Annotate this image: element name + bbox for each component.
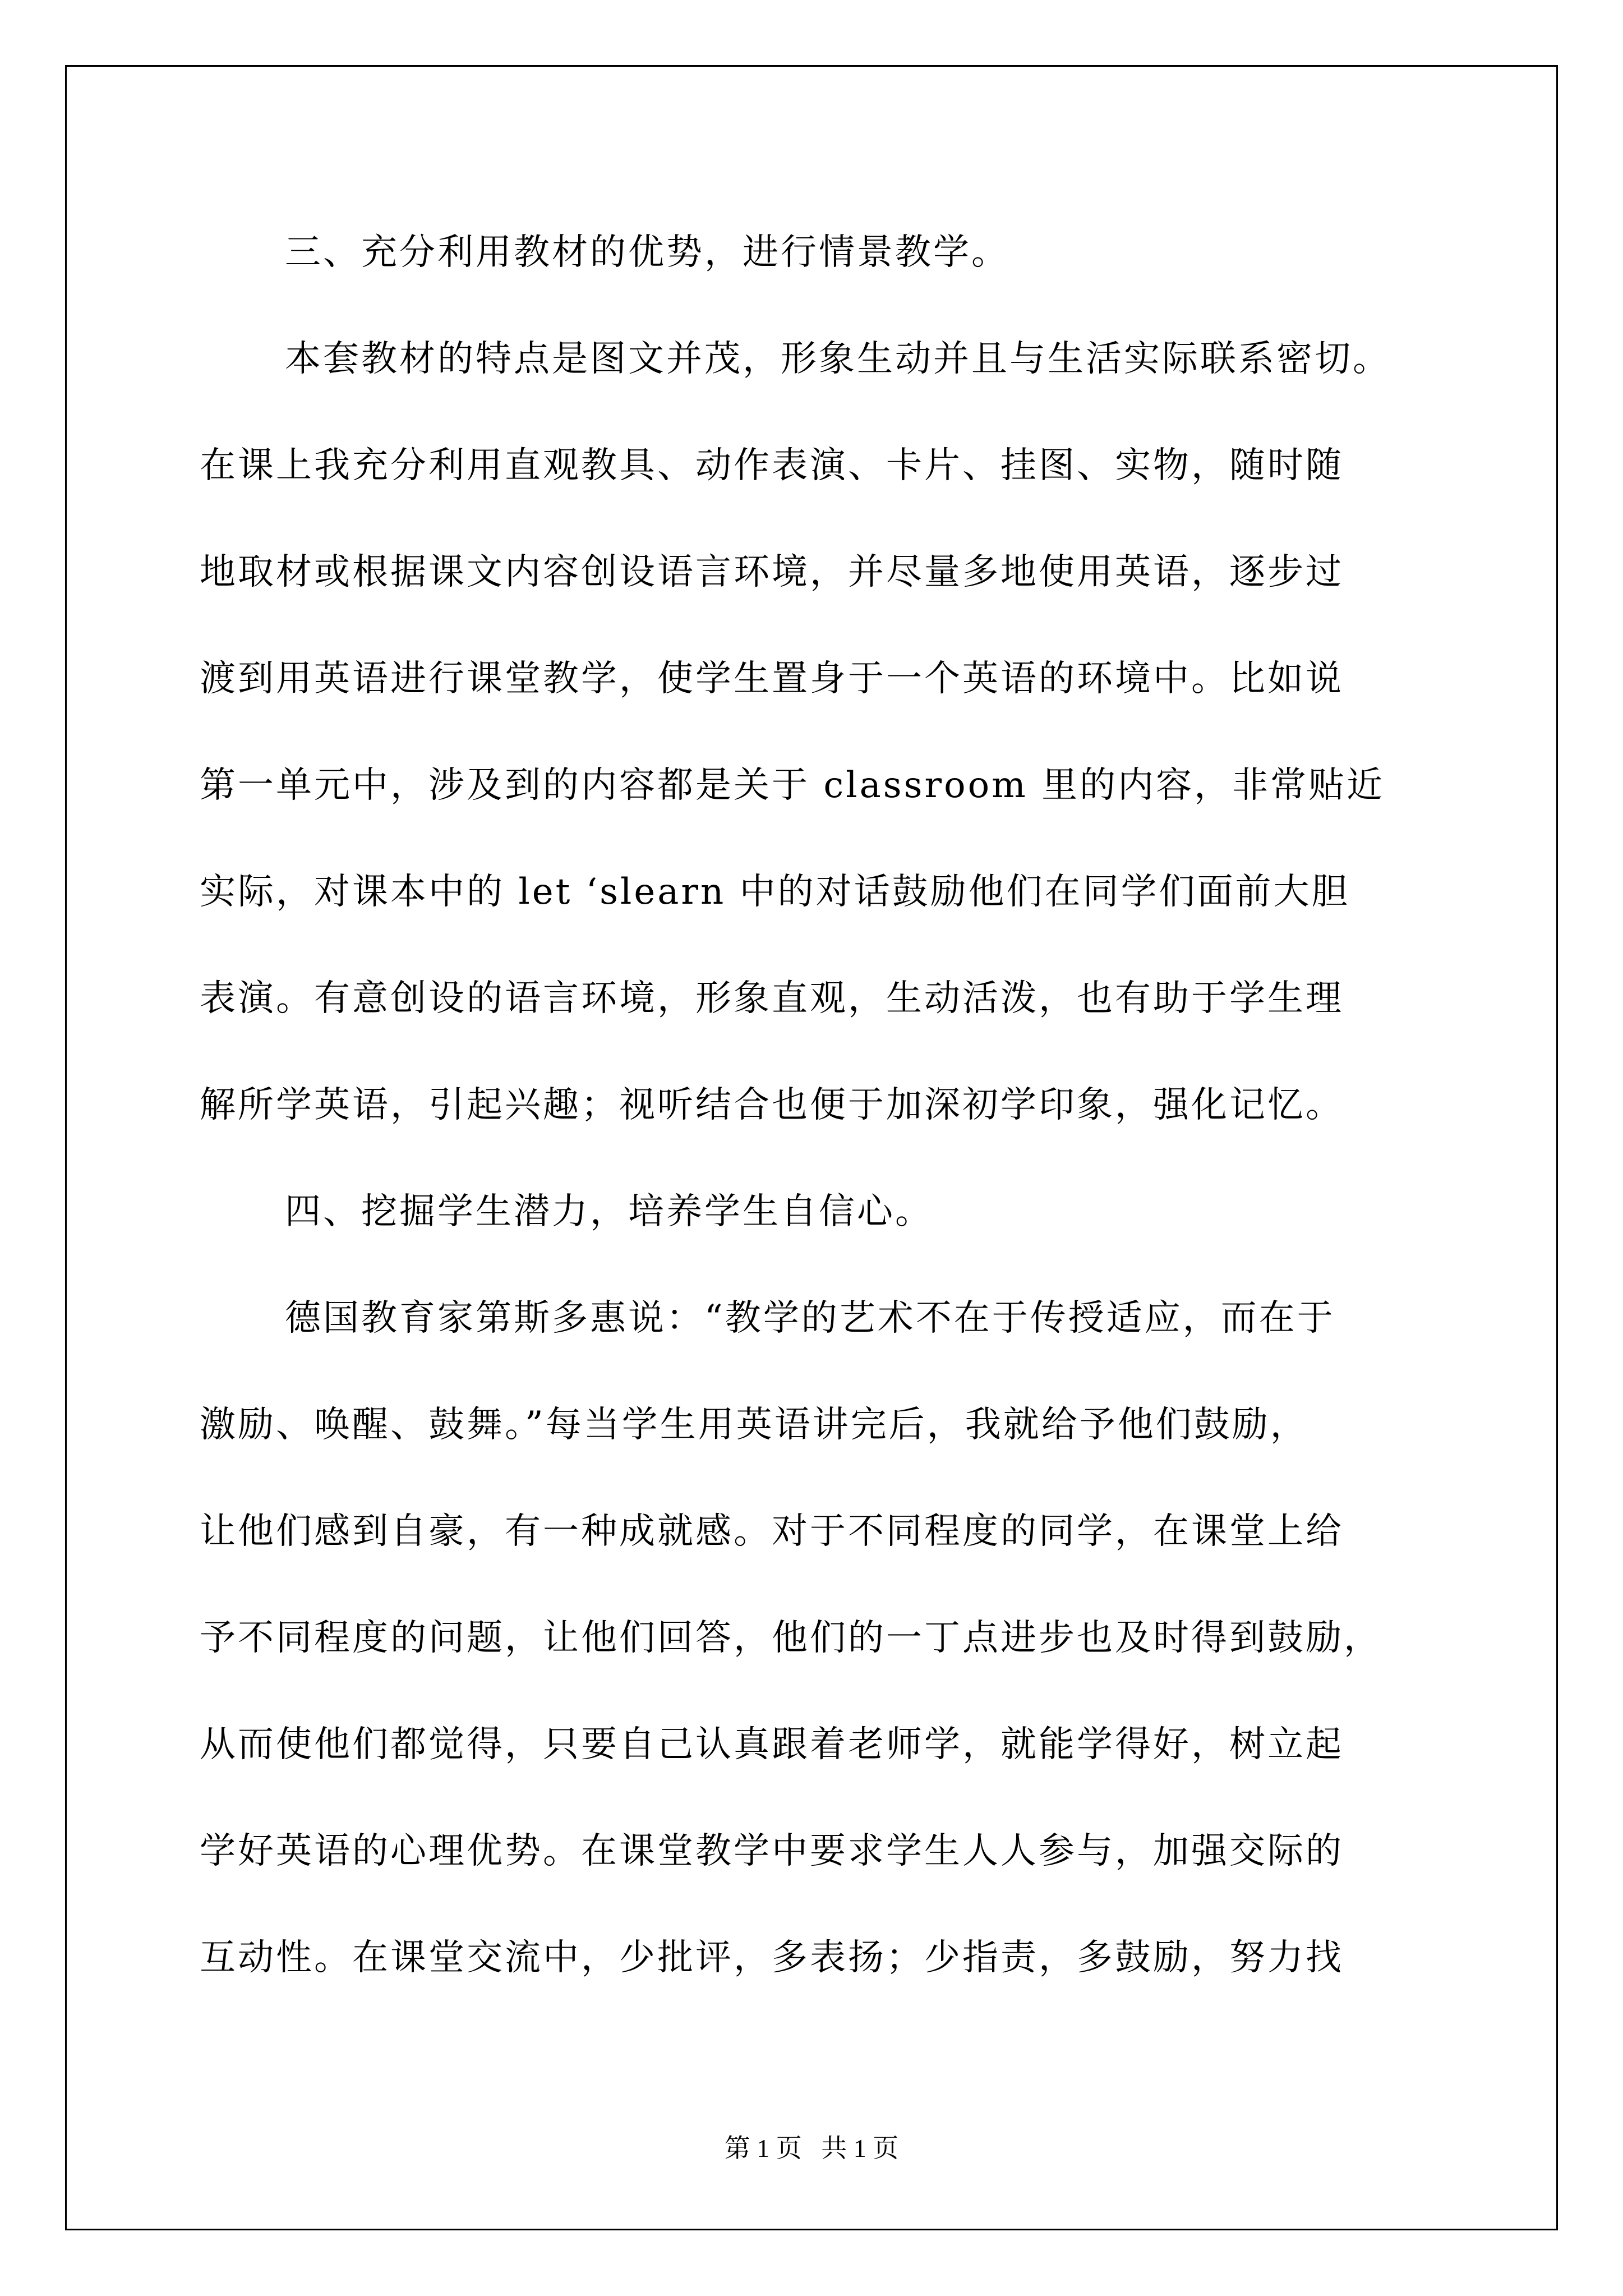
paragraph-line: 让他们感到自豪，有一种成就感。对于不同程度的同学，在课堂上给 <box>200 1511 1344 1552</box>
section-heading-4: 四、挖掘学生潜力，培养学生自信心。 <box>285 1191 933 1232</box>
paragraph-line: 德国教育家第斯多惠说：“教学的艺术不在于传授适应，而在于 <box>285 1297 1335 1339</box>
page-number-footer: 第 1 页 共 1 页 <box>724 2134 899 2162</box>
paragraph-line: 地取材或根据课文内容创设语言环境，并尽量多地使用英语，逐步过 <box>200 551 1344 593</box>
paragraph-line: 予不同程度的问题，让他们回答，他们的一丁点进步也及时得到鼓励， <box>200 1617 1382 1659</box>
paragraph-line: 第一单元中，涉及到的内容都是关于 classroom 里的内容，非常贴近 <box>200 765 1385 806</box>
paragraph-line: 学好英语的心理优势。在课堂教学中要求学生人人参与，加强交际的 <box>200 1830 1344 1872</box>
paragraph-line: 互动性。在课堂交流中，少批评，多表扬；少指责，多鼓励，努力找 <box>200 1937 1344 1978</box>
paragraph-line: 渡到用英语进行课堂教学，使学生置身于一个英语的环境中。比如说 <box>200 658 1344 700</box>
paragraph-line: 激励、唤醒、鼓舞。”每当学生用英语讲完后，我就给予他们鼓励， <box>200 1404 1308 1446</box>
paragraph-line: 实际，对课本中的 let ‘slearn 中的对话鼓励他们在同学们面前大胆 <box>200 871 1350 913</box>
paragraph-line: 在课上我充分利用直观教具、动作表演、卡片、挂图、实物，随时随 <box>200 445 1344 486</box>
paragraph-line: 表演。有意创设的语言环境，形象直观，生动活泼，也有助于学生理 <box>200 978 1344 1019</box>
section-heading-3: 三、充分利用教材的优势，进行情景教学。 <box>285 232 1009 273</box>
paragraph-line: 解所学英语，引起兴趣；视听结合也便于加深初学印象，强化记忆。 <box>200 1084 1344 1126</box>
paragraph-line: 从而使他们都觉得，只要自己认真跟着老师学，就能学得好，树立起 <box>200 1724 1344 1765</box>
paragraph-line: 本套教材的特点是图文并茂，形象生动并且与生活实际联系密切。 <box>285 338 1391 380</box>
